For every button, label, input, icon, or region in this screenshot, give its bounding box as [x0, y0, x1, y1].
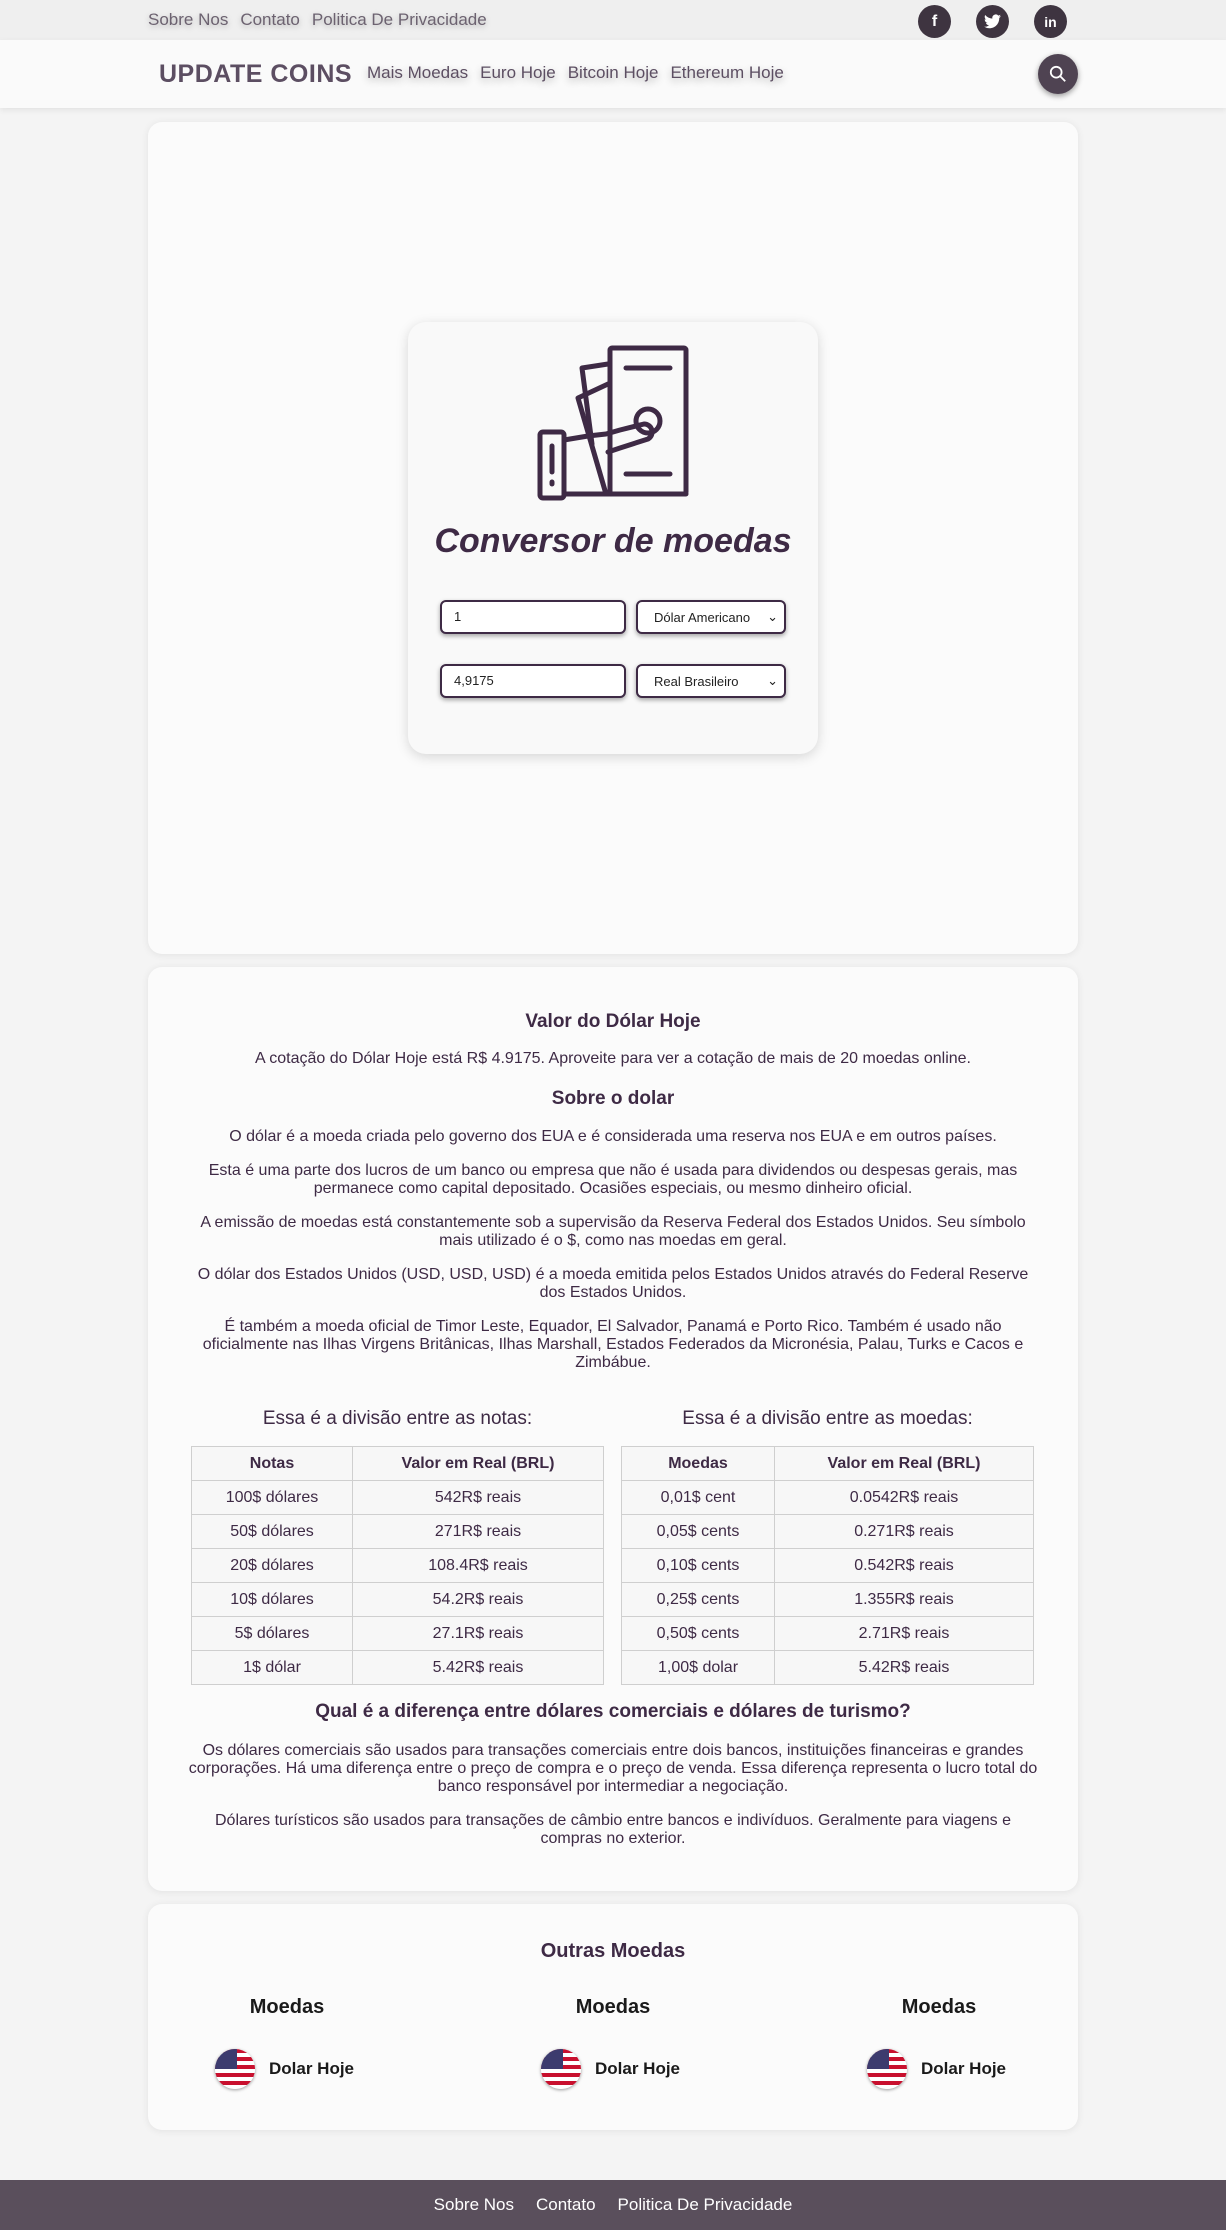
- facebook-icon[interactable]: f: [918, 5, 951, 38]
- coin-link-label: Dolar Hoje: [921, 2059, 1007, 2078]
- main-navbar: [0, 40, 1226, 108]
- table-cell: 100$ dólares: [192, 1481, 353, 1515]
- outras-moedas-card: [148, 1904, 1078, 2130]
- table-row: [192, 1549, 604, 1583]
- coin-link-label: Dolar Hoje: [595, 2059, 681, 2078]
- paragraph-sobre-3: A emissão de moedas está constantemente sob a supervisão da Reserva Federal dos Estados Unidos. Seu símbolo mais utilizado é o $, como nas moedas em geral.: [200, 1214, 1026, 1249]
- nav-link-euro-hoje[interactable]: Euro Hoje: [480, 63, 556, 82]
- table-cell: 10$ dólares: [192, 1583, 353, 1617]
- paragraph-sobre-1: O dólar é a moeda criada pelo governo dos EUA e é considerada uma reserva nos EUA e em outros países.: [229, 1128, 997, 1145]
- table-cell: 2.71R$ reais: [775, 1617, 1034, 1651]
- notas-table-caption: Essa é a divisão entre as notas:: [262, 1408, 533, 1429]
- table-cell: 1.355R$ reais: [775, 1583, 1034, 1617]
- paragraph-turisticos: Dólares turísticos são usados para transações de câmbio entre bancos e indivíduos. Geralmente para viagens e compras no exterior.: [215, 1812, 1011, 1847]
- nav-link-bitcoin-hoje[interactable]: Bitcoin Hoje: [567, 63, 659, 82]
- top-bar: [0, 0, 1226, 40]
- us-flag-icon: [867, 2049, 907, 2089]
- social-links: [918, 5, 1067, 38]
- table-header-row: [192, 1447, 604, 1481]
- table-header-row: [622, 1447, 1034, 1481]
- coin-column-heading: Moedas: [575, 1996, 651, 2018]
- table-cell: 20$ dólares: [192, 1549, 353, 1583]
- currency-converter: [408, 322, 818, 754]
- table-cell: 5.42R$ reais: [353, 1651, 604, 1685]
- table-cell: 0.542R$ reais: [775, 1549, 1034, 1583]
- nav-links: [367, 63, 784, 83]
- table-cell: 1$ dólar: [192, 1651, 353, 1685]
- table-cell: 5$ dólares: [192, 1617, 353, 1651]
- chevron-down-icon: ⌄: [767, 609, 778, 624]
- money-hand-icon: [536, 344, 692, 504]
- paragraph-sobre-5: É também a moeda oficial de Timor Leste, Equador, El Salvador, Panamá e Porto Rico. Também é usado não oficialmente nas Ilhas Virgens Britânicas, Ilhas Marshall, Estados Federados da Micronésia, Palau, Turks e Cacos e Zimbábue.: [202, 1318, 1024, 1371]
- heading-valor-dolar: Valor do Dólar Hoje: [525, 1011, 701, 1032]
- twitter-icon[interactable]: [976, 5, 1009, 38]
- table-row: [622, 1617, 1034, 1651]
- nav-link-mais-moedas[interactable]: Mais Moedas: [367, 63, 469, 82]
- table-cell: 271R$ reais: [353, 1515, 604, 1549]
- table-cell: 54.2R$ reais: [353, 1583, 604, 1617]
- table-row: [622, 1481, 1034, 1515]
- us-flag-icon: [541, 2049, 581, 2089]
- column-header: Valor em Real (BRL): [353, 1447, 604, 1481]
- table-cell: 0,50$ cents: [622, 1617, 775, 1651]
- notas-table: [191, 1446, 604, 1685]
- table-cell: 0,05$ cents: [622, 1515, 775, 1549]
- table-row: [622, 1549, 1034, 1583]
- coin-column: [839, 1996, 1039, 2089]
- table-row: [622, 1515, 1034, 1549]
- table-row: [192, 1481, 604, 1515]
- from-currency-select[interactable]: [636, 600, 786, 634]
- us-flag-icon: [215, 2049, 255, 2089]
- chevron-down-icon: ⌄: [767, 673, 778, 688]
- table-cell: 0,01$ cent: [622, 1481, 775, 1515]
- moedas-table-caption: Essa é a divisão entre as moedas:: [682, 1408, 973, 1429]
- converter-title: Conversor de moedas: [434, 522, 792, 560]
- coin-column-heading: Moedas: [901, 1996, 977, 2018]
- column-header: Valor em Real (BRL): [775, 1447, 1034, 1481]
- paragraph-comerciais: Os dólares comerciais são usados para transações comerciais entre dois bancos, instituições financeiras e grandes corporações. Há uma diferença entre o preço de compra e o preço de venda. Essa diferença representa o lucro total do banco responsável por intermediar a negociação.: [188, 1742, 1038, 1795]
- paragraph-sobre-2: Esta é uma parte dos lucros de um banco ou empresa que não é usada para dividendos ou despesas gerais, mas permanece como capital depositado. Ocasiões especiais, ou mesmo dinheiro oficial.: [208, 1162, 1018, 1197]
- coin-link-dolar-hoje[interactable]: [839, 2049, 1039, 2089]
- column-header: Moedas: [622, 1447, 775, 1481]
- outras-moedas-title: Outras Moedas: [540, 1940, 686, 1962]
- table-cell: 0.271R$ reais: [775, 1515, 1034, 1549]
- coin-link-dolar-hoje[interactable]: [513, 2049, 713, 2089]
- amount-input[interactable]: 1: [440, 600, 626, 634]
- paragraph-cotacao: A cotação do Dólar Hoje está R$ 4.9175. Aproveite para ver a cotação de mais de 20 moedas online.: [255, 1050, 971, 1067]
- table-cell: 50$ dólares: [192, 1515, 353, 1549]
- coin-column-heading: Moedas: [249, 1996, 325, 2018]
- linkedin-icon[interactable]: in: [1034, 5, 1067, 38]
- heading-diferenca: Qual é a diferença entre dólares comerciais e dólares de turismo?: [315, 1701, 911, 1722]
- paragraph-sobre-4: O dólar dos Estados Unidos (USD, USD, USD) é a moeda emitida pelos Estados Unidos através do Federal Reserve dos Estados Unidos.: [197, 1266, 1029, 1301]
- table-cell: 0,10$ cents: [622, 1549, 775, 1583]
- table-cell: 108.4R$ reais: [353, 1549, 604, 1583]
- top-links: [148, 10, 487, 30]
- search-button[interactable]: [1038, 54, 1078, 94]
- table-cell: 27.1R$ reais: [353, 1617, 604, 1651]
- table-cell: 0.0542R$ reais: [775, 1481, 1034, 1515]
- converter-card: [148, 122, 1078, 954]
- footer-link-contato[interactable]: Contato: [535, 2195, 596, 2214]
- coin-column: [187, 1996, 387, 2089]
- top-link-sobre-nos[interactable]: Sobre Nos: [148, 10, 229, 29]
- moedas-table: [621, 1446, 1034, 1685]
- coin-link-dolar-hoje[interactable]: [187, 2049, 387, 2089]
- coin-column: [513, 1996, 713, 2089]
- table-row: [622, 1583, 1034, 1617]
- from-currency-value: Dólar Americano: [654, 609, 751, 625]
- article-card: [148, 967, 1078, 1891]
- table-row: [192, 1617, 604, 1651]
- footer: [0, 2180, 1226, 2230]
- table-row: [192, 1651, 604, 1685]
- table-cell: 542R$ reais: [353, 1481, 604, 1515]
- table-cell: 5.42R$ reais: [775, 1651, 1034, 1685]
- table-row: [192, 1583, 604, 1617]
- coin-link-label: Dolar Hoje: [269, 2059, 355, 2078]
- result-input[interactable]: 4,9175: [440, 664, 626, 698]
- heading-sobre-dolar: Sobre o dolar: [551, 1088, 675, 1109]
- top-link-privacidade[interactable]: Politica De Privacidade: [311, 10, 487, 29]
- table-row: [622, 1651, 1034, 1685]
- to-currency-value: Real Brasileiro: [654, 673, 739, 689]
- column-header: Notas: [192, 1447, 353, 1481]
- table-row: [192, 1515, 604, 1549]
- brand-logo[interactable]: UPDATE COINS: [159, 60, 353, 88]
- to-currency-select[interactable]: [636, 664, 786, 698]
- table-cell: 0,25$ cents: [622, 1583, 775, 1617]
- nav-link-ethereum-hoje[interactable]: Ethereum Hoje: [670, 63, 784, 82]
- footer-link-sobre-nos[interactable]: Sobre Nos: [433, 2195, 514, 2214]
- table-cell: 1,00$ dolar: [622, 1651, 775, 1685]
- footer-link-privacidade[interactable]: Politica De Privacidade: [617, 2195, 793, 2214]
- top-link-contato[interactable]: Contato: [240, 10, 300, 29]
- search-icon: [1049, 65, 1067, 83]
